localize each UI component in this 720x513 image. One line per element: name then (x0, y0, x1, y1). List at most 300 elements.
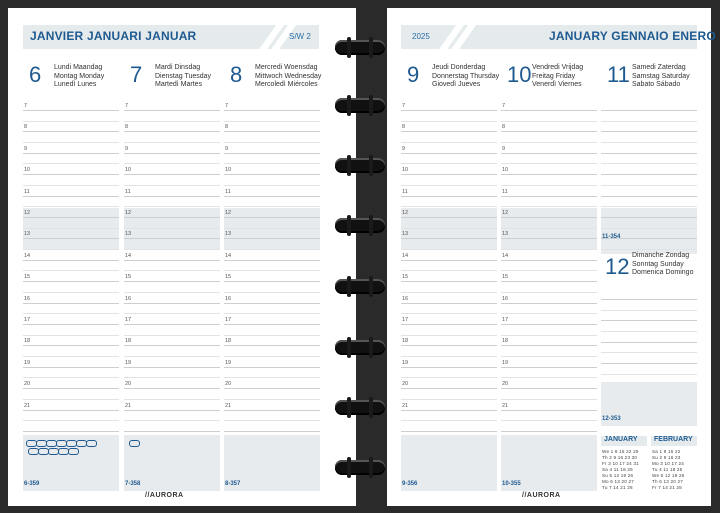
hour-line (124, 367, 220, 368)
half-hour-line (23, 228, 119, 229)
half-hour-line (124, 420, 220, 421)
day-name-line: Domenica Domingo (632, 269, 694, 277)
hour-line (124, 260, 220, 261)
left-header-title: JANVIER JANUARI JANUAR (30, 29, 197, 43)
hour-line (501, 345, 597, 346)
hour-line (501, 260, 597, 261)
hour-label: 14 (402, 252, 409, 259)
half-hour-line (501, 206, 597, 207)
half-hour-line (224, 121, 320, 122)
hour-line (501, 174, 597, 175)
half-hour-line (224, 356, 320, 357)
right-header (401, 25, 716, 49)
day-number: 7 (130, 62, 143, 87)
binder-ring-icon (335, 400, 385, 415)
hour-label: 21 (225, 402, 232, 409)
hour-line (224, 431, 320, 432)
hour-label: 17 (502, 317, 509, 323)
day-name-line: Mercredi Woensdag (255, 64, 318, 71)
hour-label: 13 (225, 231, 232, 238)
hour-line (23, 217, 119, 218)
hour-line (401, 410, 497, 411)
hour-line (23, 345, 119, 346)
hour-line (224, 217, 320, 218)
day-name-line: Samstag Saturday (632, 72, 690, 80)
day-number: 6 (29, 62, 42, 87)
holiday-badge-icon (86, 440, 97, 447)
hour-label: 10 (125, 167, 132, 174)
hour-line (23, 153, 119, 154)
hour-line (501, 281, 597, 282)
hour-label: 21 (402, 402, 409, 409)
hour-line (23, 238, 119, 239)
day-code: 9-356 (402, 481, 418, 487)
mini-calendar-row: Tu 7 14 21 28 (602, 485, 633, 490)
hour-label: 15 (402, 274, 409, 281)
hour-line (401, 196, 497, 197)
hour-line (124, 110, 220, 111)
half-hour-line (23, 335, 119, 336)
hour-label: 10 (502, 167, 509, 174)
half-hour-line (124, 335, 220, 336)
day-names (432, 64, 499, 90)
half-hour-line (401, 142, 497, 143)
hour-line (224, 388, 320, 389)
half-hour-line (401, 420, 497, 421)
day-code: 8-357 (225, 481, 241, 487)
hour-label: 10 (225, 167, 232, 174)
hour-label: 16 (502, 295, 509, 302)
day-names (632, 252, 693, 278)
hour-label: 10 (24, 167, 31, 174)
day-name-line: Venerdì Viernes (532, 81, 582, 89)
half-hour-line (124, 356, 220, 357)
half-hour-line (224, 292, 320, 293)
hour-line (501, 324, 597, 325)
hour-line (23, 131, 119, 132)
day-name-line: Dimanche Zondag (632, 252, 690, 259)
hour-line (601, 363, 697, 364)
hour-line (23, 410, 119, 411)
day-code: 10-355 (502, 481, 521, 487)
day-name-line: Donnerstag Thursday (432, 72, 500, 80)
hour-label: 16 (24, 295, 31, 302)
hour-line (601, 110, 697, 111)
half-hour-line (601, 352, 697, 353)
hour-line (501, 303, 597, 304)
hour-line (224, 367, 320, 368)
half-hour-line (224, 163, 320, 164)
hour-label: 8 (125, 124, 129, 131)
half-hour-line (601, 310, 697, 311)
hour-label: 18 (24, 338, 31, 345)
hour-line (23, 324, 119, 325)
week-label: S/W 2 (289, 32, 311, 41)
hour-label: 17 (225, 317, 232, 323)
hour-label: 14 (24, 252, 31, 259)
hour-line (23, 281, 119, 282)
day-name-line: Sonntag Sunday (632, 260, 684, 268)
mini-calendar-row: We 5 12 19 26 (652, 473, 685, 478)
hour-line (401, 217, 497, 218)
hour-line (501, 431, 597, 432)
mini-calendar-row: Su 5 12 19 26 (602, 473, 634, 478)
left-page (8, 8, 356, 506)
hour-line (23, 174, 119, 175)
mini-calendar-row: Mo 3 10 17 24 (652, 461, 684, 466)
hour-line (601, 299, 697, 300)
half-hour-line (224, 270, 320, 271)
mini-calendar-row: Th 6 13 20 27 (652, 479, 683, 484)
hour-label: 20 (225, 381, 232, 388)
saturday-block (601, 208, 697, 254)
hour-line (124, 131, 220, 132)
hour-label: 14 (502, 252, 509, 259)
hour-line (23, 196, 119, 197)
hour-line (23, 367, 119, 368)
half-hour-line (401, 377, 497, 378)
day-name-line: Sabato Sábado (632, 81, 681, 89)
hour-label: 17 (125, 317, 132, 323)
hour-line (601, 131, 697, 132)
hour-line (23, 303, 119, 304)
hour-label: 19 (125, 359, 132, 366)
year-label: 2025 (412, 32, 430, 41)
hour-line (224, 260, 320, 261)
hour-label: 11 (24, 188, 30, 195)
hour-line (224, 281, 320, 282)
day-number: 12 (605, 254, 630, 279)
mini-calendar-row: Fr 3 10 17 24 31 (602, 461, 639, 466)
mini-calendar-month: FEBRUARY (654, 436, 693, 443)
half-hour-line (224, 335, 320, 336)
half-hour-line (401, 228, 497, 229)
binder-ring-icon (335, 279, 385, 294)
half-hour-line (124, 185, 220, 186)
mini-calendar-row: Mo 6 13 20 27 (602, 479, 634, 484)
hour-line (601, 217, 697, 218)
hour-line (601, 153, 697, 154)
hour-line (124, 345, 220, 346)
half-hour-line (224, 142, 320, 143)
hour-line (23, 110, 119, 111)
half-hour-line (501, 163, 597, 164)
half-hour-line (224, 185, 320, 186)
half-hour-line (401, 292, 497, 293)
day-name-line: Samedi Zaterdag (632, 64, 686, 71)
half-hour-line (23, 121, 119, 122)
hour-label: 9 (502, 145, 506, 152)
hour-label: 18 (225, 338, 232, 345)
day-name-line: Vendredi Vrijdag (532, 64, 584, 71)
hour-line (224, 238, 320, 239)
hour-label: 12 (402, 210, 409, 216)
hour-line (124, 388, 220, 389)
day-names (155, 64, 211, 90)
half-hour-line (23, 356, 119, 357)
hour-label: 19 (402, 359, 409, 366)
half-hour-line (401, 185, 497, 186)
half-hour-line (501, 377, 597, 378)
half-hour-line (124, 163, 220, 164)
half-hour-line (501, 270, 597, 271)
hour-line (224, 196, 320, 197)
hour-label: 13 (125, 231, 132, 238)
hour-line (401, 110, 497, 111)
half-hour-line (23, 313, 119, 314)
binder-ring-icon (335, 460, 385, 475)
half-hour-line (23, 142, 119, 143)
mini-calendar (601, 436, 649, 494)
hour-line (23, 388, 119, 389)
hour-line (124, 431, 220, 432)
day-name-line: Giovedì Jueves (432, 81, 481, 89)
hour-label: 21 (125, 402, 132, 409)
mini-calendar-row: Sa 1 8 15 22 (652, 449, 681, 454)
hour-line (224, 131, 320, 132)
half-hour-line (601, 185, 697, 186)
hour-label: 8 (225, 124, 229, 131)
hour-label: 18 (502, 338, 509, 345)
mini-calendar-row: Su 2 9 16 23 (652, 455, 681, 460)
day-code: 6-359 (24, 481, 40, 487)
left-header (23, 25, 319, 49)
hour-line (124, 153, 220, 154)
hour-label: 20 (402, 381, 409, 388)
half-hour-line (601, 163, 697, 164)
half-hour-line (601, 206, 697, 207)
holiday-badge-icon (129, 440, 140, 447)
half-hour-line (601, 374, 697, 375)
holiday-badge-icon (68, 448, 79, 455)
hour-label: 11 (402, 188, 408, 195)
hour-label: 8 (402, 124, 406, 131)
hour-label: 15 (24, 274, 31, 281)
hour-label: 19 (24, 359, 31, 366)
hour-label: 12 (24, 210, 31, 216)
half-hour-line (401, 270, 497, 271)
hour-line (401, 281, 497, 282)
day-name-line: Mercoledì Miércoles (255, 81, 318, 89)
hour-label: 7 (502, 103, 506, 109)
half-hour-line (124, 249, 220, 250)
hour-label: 21 (24, 402, 31, 409)
day-name-line: Mittwoch Wednesday (255, 72, 322, 80)
half-hour-line (224, 249, 320, 250)
hour-label: 16 (125, 295, 132, 302)
right-header-title: JANUARY GENNAIO ENERO (549, 29, 716, 43)
day-name-line: Mardi Dinsdag (155, 64, 201, 71)
hour-line (23, 260, 119, 261)
half-hour-line (124, 292, 220, 293)
half-hour-line (23, 163, 119, 164)
day-name-line: Martedì Martes (155, 81, 203, 89)
hour-line (401, 260, 497, 261)
hour-line (224, 110, 320, 111)
hour-line (601, 320, 697, 321)
half-hour-line (501, 142, 597, 143)
binder-ring-icon (335, 340, 385, 355)
half-hour-line (23, 270, 119, 271)
half-hour-line (601, 249, 697, 250)
hour-label: 7 (24, 103, 28, 109)
binder-ring-icon (335, 218, 385, 233)
hour-line (401, 131, 497, 132)
hour-line (501, 196, 597, 197)
half-hour-line (23, 420, 119, 421)
hour-line (401, 303, 497, 304)
hour-line (224, 345, 320, 346)
hour-label: 20 (24, 381, 31, 388)
hour-line (501, 388, 597, 389)
hour-line (401, 324, 497, 325)
hour-line (401, 174, 497, 175)
half-hour-line (124, 270, 220, 271)
hour-line (501, 153, 597, 154)
hour-label: 16 (402, 295, 409, 302)
half-hour-line (124, 313, 220, 314)
hour-label: 11 (502, 188, 508, 195)
hour-line (401, 238, 497, 239)
brand-logo-right: //AURORA (522, 492, 561, 499)
hour-line (401, 153, 497, 154)
half-hour-line (124, 377, 220, 378)
hour-label: 15 (502, 274, 509, 281)
hour-label: 18 (402, 338, 409, 345)
hour-line (601, 196, 697, 197)
half-hour-line (401, 335, 497, 336)
day-number: 9 (407, 62, 420, 87)
half-hour-line (124, 228, 220, 229)
mini-calendar-month: JANUARY (604, 436, 638, 443)
day-names (632, 64, 690, 90)
day-names (532, 64, 583, 90)
half-hour-line (501, 399, 597, 400)
half-hour-line (224, 420, 320, 421)
hour-label: 8 (24, 124, 28, 131)
half-hour-line (124, 142, 220, 143)
hour-line (401, 388, 497, 389)
hour-label: 7 (225, 103, 229, 109)
half-hour-line (501, 121, 597, 122)
half-hour-line (501, 420, 597, 421)
half-hour-line (401, 313, 497, 314)
day-code: 11-354 (602, 234, 621, 240)
hour-label: 20 (125, 381, 132, 388)
hour-label: 11 (225, 188, 231, 195)
hour-line (124, 174, 220, 175)
hour-label: 11 (125, 188, 131, 195)
hour-line (501, 131, 597, 132)
hour-line (124, 281, 220, 282)
hour-label: 21 (502, 402, 509, 409)
half-hour-line (224, 313, 320, 314)
half-hour-line (501, 356, 597, 357)
day-number: 8 (230, 62, 243, 87)
mini-calendar (651, 436, 699, 494)
half-hour-line (501, 292, 597, 293)
hour-line (124, 196, 220, 197)
day-name-line: Lunedì Lunes (54, 81, 97, 89)
day-name-line: Jeudi Donderdag (432, 64, 486, 71)
hour-label: 15 (225, 274, 232, 281)
half-hour-line (501, 228, 597, 229)
hour-line (23, 431, 119, 432)
half-hour-line (401, 206, 497, 207)
mini-calendar-row: Th 2 9 16 23 30 (602, 455, 638, 460)
hour-line (601, 174, 697, 175)
hour-label: 12 (502, 210, 509, 216)
day-name-line: Dienstag Tuesday (155, 72, 212, 80)
hour-line (401, 345, 497, 346)
half-hour-line (124, 399, 220, 400)
hour-line (401, 431, 497, 432)
hour-label: 12 (125, 210, 132, 216)
day-number: 11 (607, 62, 630, 87)
half-hour-line (401, 121, 497, 122)
hour-line (124, 303, 220, 304)
hour-line (501, 217, 597, 218)
day-name-line: Lundi Maandag (54, 64, 103, 71)
hour-label: 15 (125, 274, 132, 281)
half-hour-line (124, 121, 220, 122)
day-number: 10 (507, 62, 532, 87)
hour-label: 7 (125, 103, 129, 109)
mini-calendar-row: Sa 4 11 18 25 (602, 467, 633, 472)
half-hour-line (224, 228, 320, 229)
half-hour-line (401, 163, 497, 164)
half-hour-line (601, 121, 697, 122)
half-hour-line (401, 249, 497, 250)
half-hour-line (224, 399, 320, 400)
day-code: 12-353 (602, 416, 621, 422)
hour-line (124, 324, 220, 325)
hour-label: 9 (24, 145, 28, 152)
half-hour-line (124, 206, 220, 207)
day-name-line: Montag Monday (54, 72, 105, 80)
hour-line (224, 410, 320, 411)
hour-line (224, 153, 320, 154)
hour-label: 13 (24, 231, 31, 238)
half-hour-line (23, 185, 119, 186)
mini-calendar-row: Tu 4 11 18 25 (652, 467, 683, 472)
hour-label: 17 (402, 317, 409, 323)
half-hour-line (23, 249, 119, 250)
binder-ring-icon (335, 98, 385, 113)
hour-line (124, 238, 220, 239)
hour-label: 20 (502, 381, 509, 388)
hour-line (501, 367, 597, 368)
hour-label: 10 (402, 167, 409, 174)
half-hour-line (501, 185, 597, 186)
half-hour-line (23, 206, 119, 207)
hour-label: 19 (502, 359, 509, 366)
hour-label: 19 (225, 359, 232, 366)
hour-label: 16 (225, 295, 232, 302)
hour-label: 18 (125, 338, 132, 345)
hour-line (501, 238, 597, 239)
mini-calendar-row: Fr 7 14 21 28 (652, 485, 682, 490)
half-hour-line (501, 313, 597, 314)
hour-label: 13 (402, 231, 409, 238)
half-hour-line (601, 142, 697, 143)
hour-label: 9 (225, 145, 229, 152)
half-hour-line (23, 399, 119, 400)
half-hour-line (23, 377, 119, 378)
half-hour-line (501, 335, 597, 336)
half-hour-line (224, 377, 320, 378)
day-code: 7-358 (125, 481, 141, 487)
